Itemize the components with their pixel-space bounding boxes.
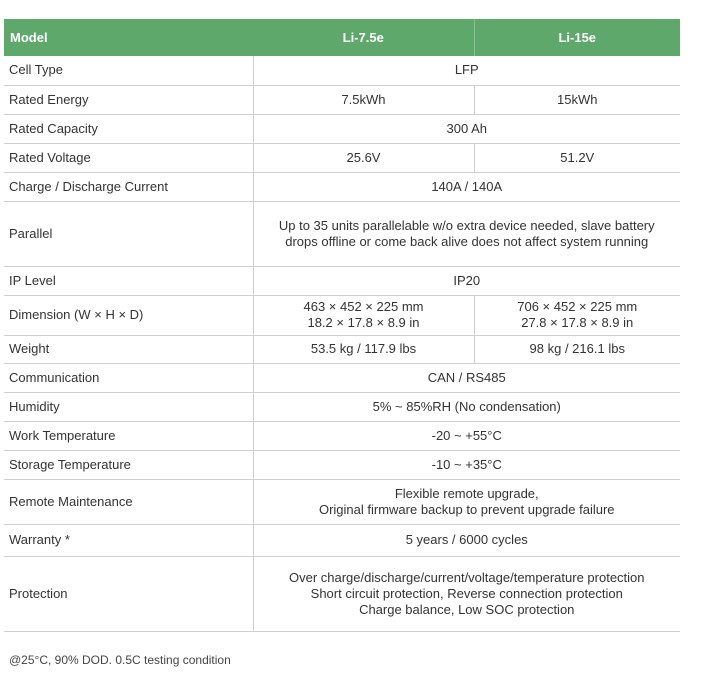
row-label: Storage Temperature: [4, 450, 253, 479]
value-line: Original firmware backup to prevent upgrade failure: [318, 501, 615, 517]
row-label: Warranty *: [4, 524, 253, 556]
header-model: Model: [4, 19, 253, 56]
spec-table: [4, 19, 680, 632]
row-warranty: [4, 524, 680, 556]
row-label: IP Level: [4, 266, 253, 295]
row-label: Parallel: [4, 201, 253, 266]
row-label: Humidity: [4, 392, 253, 421]
row-value-li-7-5e: 53.5 kg / 117.9 lbs: [253, 335, 474, 363]
row-value: CAN / RS485: [253, 363, 680, 392]
row-value: -10 ~ +35°C: [253, 450, 680, 479]
row-storage-temperature: [4, 450, 680, 479]
row-parallel: [4, 201, 680, 266]
value-line: Up to 35 units parallelable w/o extra device needed, slave battery: [278, 217, 655, 233]
row-protection: [4, 556, 680, 631]
value-line: 18.2 × 17.8 × 8.9 in: [307, 315, 420, 330]
row-value: 300 Ah: [253, 114, 680, 143]
table-header-row: [4, 19, 680, 56]
row-label: Dimension (W × H × D): [4, 295, 253, 335]
row-value-li-15e: 51.2V: [474, 143, 680, 172]
value-line: Short circuit protection, Reverse connection protection: [310, 585, 623, 601]
row-value-li-15e: [474, 295, 680, 335]
row-rated-voltage: [4, 143, 680, 172]
row-value: 5 years / 6000 cycles: [253, 524, 680, 556]
value-line: Charge balance, Low SOC protection: [359, 601, 575, 617]
row-dimension: [4, 295, 680, 335]
row-value: -20 ~ +55°C: [253, 421, 680, 450]
row-value: 5% ~ 85%RH (No condensation): [253, 392, 680, 421]
row-value: LFP: [253, 56, 680, 85]
row-label: Rated Capacity: [4, 114, 253, 143]
row-label: Weight: [4, 335, 253, 363]
header-li-15e: Li-15e: [474, 19, 680, 56]
row-label: Communication: [4, 363, 253, 392]
row-value-li-15e: 15kWh: [474, 85, 680, 114]
row-rated-capacity: [4, 114, 680, 143]
row-ip-level: [4, 266, 680, 295]
row-value: 140A / 140A: [253, 172, 680, 201]
value-line: 27.8 × 17.8 × 8.9 in: [521, 315, 634, 330]
row-value-li-15e: 98 kg / 216.1 lbs: [474, 335, 680, 363]
row-label: Cell Type: [4, 56, 253, 85]
value-line: drops offline or come back alive does not affect system running: [285, 233, 649, 249]
value-line: 706 × 452 × 225 mm: [517, 299, 638, 314]
value-line: Over charge/discharge/current/voltage/temperature protection: [288, 569, 645, 585]
row-label: Work Temperature: [4, 421, 253, 450]
row-label: Protection: [4, 556, 253, 631]
row-work-temperature: [4, 421, 680, 450]
row-value-li-7-5e: 25.6V: [253, 143, 474, 172]
row-value-li-7-5e: 7.5kWh: [253, 85, 474, 114]
row-label: Remote Maintenance: [4, 479, 253, 524]
footnote: @25°C, 90% DOD. 0.5C testing condition: [9, 653, 231, 667]
row-humidity: [4, 392, 680, 421]
value-line: 463 × 452 × 225 mm: [303, 299, 424, 314]
header-li-7-5e: Li-7.5e: [253, 19, 474, 56]
row-value: [253, 201, 680, 266]
row-label: Charge / Discharge Current: [4, 172, 253, 201]
row-value: [253, 556, 680, 631]
row-weight: [4, 335, 680, 363]
row-communication: [4, 363, 680, 392]
row-cell-type: [4, 56, 680, 85]
value-line: Flexible remote upgrade,: [394, 485, 539, 501]
row-charge-discharge-current: [4, 172, 680, 201]
row-remote-maintenance: [4, 479, 680, 524]
row-value: [253, 479, 680, 524]
row-label: Rated Voltage: [4, 143, 253, 172]
row-value: IP20: [253, 266, 680, 295]
row-label: Rated Energy: [4, 85, 253, 114]
row-rated-energy: [4, 85, 680, 114]
row-value-li-7-5e: [253, 295, 474, 335]
